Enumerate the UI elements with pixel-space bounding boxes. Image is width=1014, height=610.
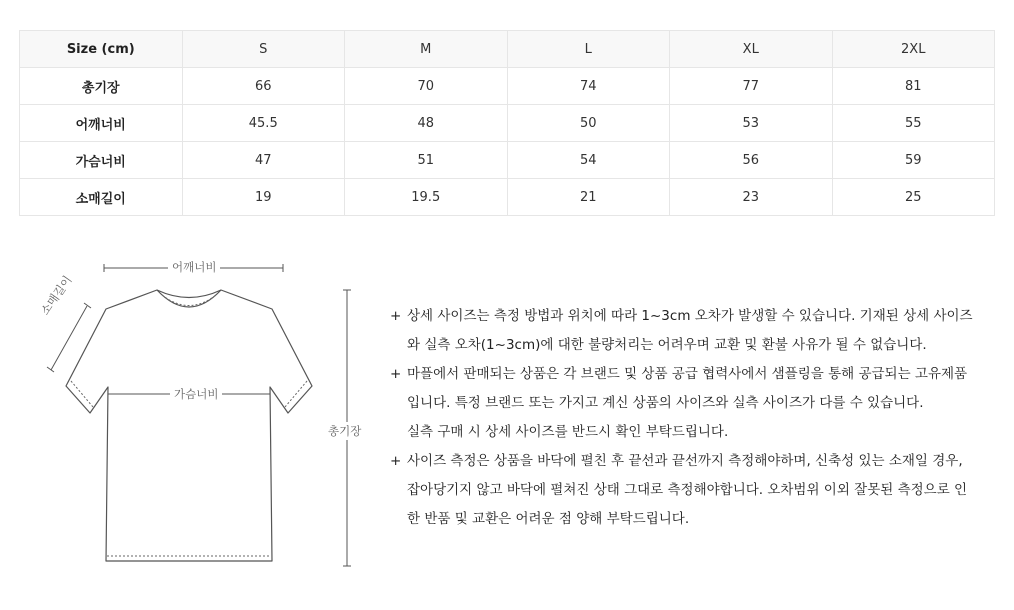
table-row (20, 105, 995, 142)
table-cell: 48 (345, 105, 508, 142)
plus-icon: + (390, 366, 402, 382)
row-label: 소매길이 (20, 179, 183, 216)
tshirt-measurement-diagram (20, 250, 380, 580)
table-cell: 81 (832, 68, 995, 105)
column-header: S (182, 31, 345, 68)
column-header: 2XL (832, 31, 995, 68)
size-table (19, 30, 995, 216)
total-length-label: 총기장 (328, 424, 362, 438)
table-row (20, 142, 995, 179)
note-text: 잡아당기지 않고 바닥에 펼쳐진 상태 그대로 측정해야합니다. 오차범위 이외 잘못된 측정으로 인 (407, 482, 968, 498)
note-text: 마플에서 판매되는 상품은 각 브랜드 및 상품 공급 협력사에서 샘플링을 통해 공급되는 고유제품 (407, 366, 968, 382)
sleeve-measure-line (51, 306, 87, 370)
table-cell: 50 (507, 105, 670, 142)
tshirt-outline (66, 290, 312, 561)
plus-icon: + (390, 453, 402, 469)
note-item (390, 302, 1000, 360)
table-cell: 51 (345, 142, 508, 179)
table-header-row (20, 31, 995, 68)
note-text: 와 실측 오차(1~3cm)에 대한 불량처리는 어려우며 교환 및 환불 사유가 될 수 없습니다. (407, 337, 927, 353)
sleeve-length-label: 소매길이 (36, 271, 76, 320)
column-header: L (507, 31, 670, 68)
row-label: 어깨너비 (20, 105, 183, 142)
table-cell: 19.5 (345, 179, 508, 216)
table-cell: 66 (182, 68, 345, 105)
column-header: Size (cm) (20, 31, 183, 68)
note-text: 입니다. 특정 브랜드 또는 가지고 계신 상품의 사이즈와 실측 사이즈가 다를 수 있습니다. (407, 395, 924, 411)
note-text: 한 반품 및 교환은 어려운 점 양해 부탁드립니다. (407, 511, 690, 527)
note-item (390, 360, 1000, 447)
note-text: 상세 사이즈는 측정 방법과 위치에 따라 1~3cm 오차가 발생할 수 있습니다. 기재된 상세 사이즈 (407, 308, 973, 324)
table-cell: 47 (182, 142, 345, 179)
table-cell: 25 (832, 179, 995, 216)
table-cell: 59 (832, 142, 995, 179)
table-cell: 54 (507, 142, 670, 179)
table-cell: 77 (670, 68, 833, 105)
column-header: XL (670, 31, 833, 68)
table-row (20, 179, 995, 216)
note-text: 실측 구매 시 상세 사이즈를 반드시 확인 부탁드립니다. (407, 424, 729, 440)
table-cell: 53 (670, 105, 833, 142)
collar-stitch (162, 295, 216, 306)
plus-icon: + (390, 308, 402, 324)
table-cell: 55 (832, 105, 995, 142)
table-cell: 45.5 (182, 105, 345, 142)
table-cell: 21 (507, 179, 670, 216)
table-cell: 19 (182, 179, 345, 216)
row-label: 가슴너비 (20, 142, 183, 179)
table-cell: 70 (345, 68, 508, 105)
note-item (390, 447, 1000, 534)
chest-width-label: 가슴너비 (170, 387, 222, 401)
column-header: M (345, 31, 508, 68)
table-row (20, 68, 995, 105)
table-cell: 23 (670, 179, 833, 216)
table-cell: 74 (507, 68, 670, 105)
row-label: 총기장 (20, 68, 183, 105)
tshirt-illustration (20, 250, 380, 580)
table-cell: 56 (670, 142, 833, 179)
size-notes-list (390, 302, 1000, 534)
shoulder-width-label: 어깨너비 (168, 260, 220, 274)
note-text: 사이즈 측정은 상품을 바닥에 펼친 후 끝선과 끝선까지 측정해야하며, 신축성 있는 소재일 경우, (407, 453, 963, 469)
